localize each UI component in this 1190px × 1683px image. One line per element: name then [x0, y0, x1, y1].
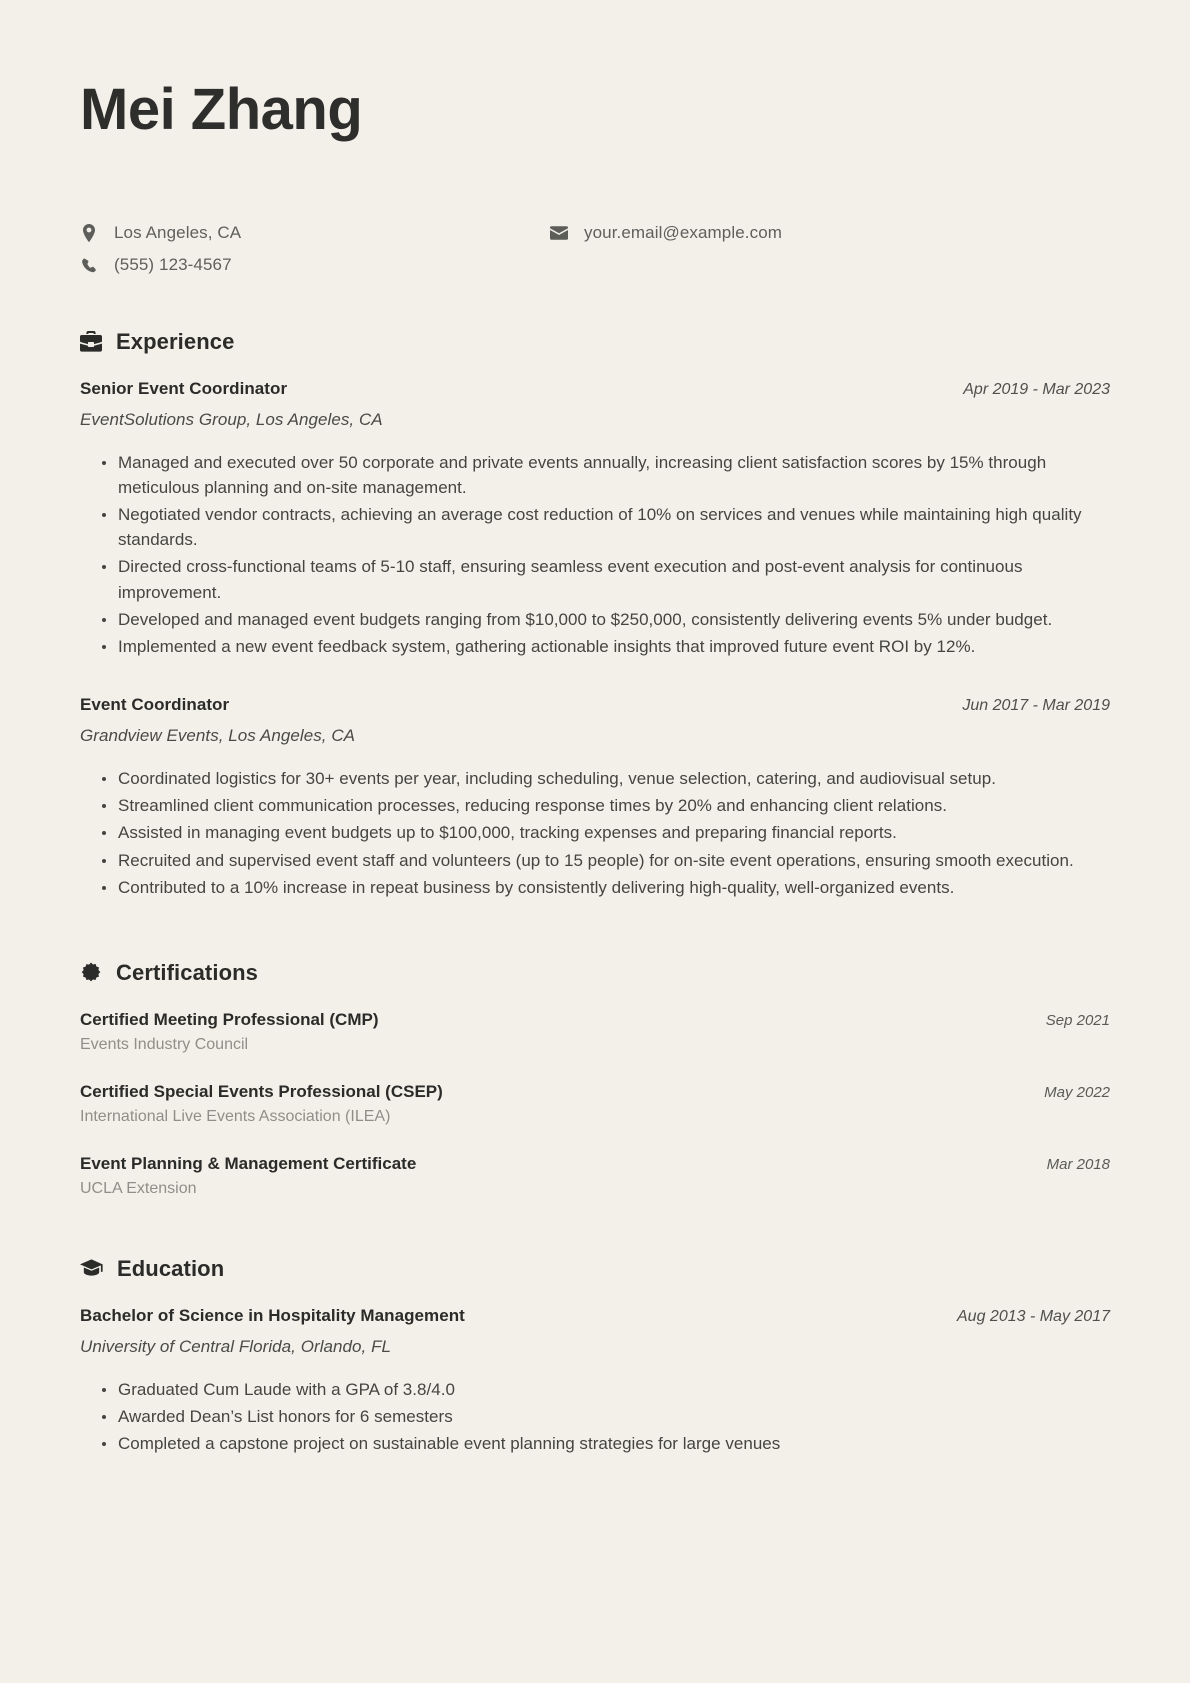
certification-entry	[80, 1010, 1110, 1054]
list-item: Managed and executed over 50 corporate and private events annually, increasing client satisfaction scores by 15% through meticulous planning and on-site management.	[102, 450, 1110, 500]
section-title-education: Education	[117, 1255, 225, 1281]
list-item: Directed cross-functional teams of 5-10 staff, ensuring seamless event execution and post-event analysis for continuous improvement.	[102, 554, 1110, 604]
experience-entry	[80, 379, 1110, 659]
list-item: Graduated Cum Laude with a GPA of 3.8/4.0	[102, 1377, 1110, 1402]
section-header-certifications	[80, 960, 1110, 986]
education-bullet-list	[80, 1377, 1110, 1456]
section-title-experience: Experience	[116, 328, 235, 354]
job-company: EventSolutions Group, Los Angeles, CA	[80, 409, 383, 429]
entry-header	[80, 1306, 1110, 1326]
briefcase-icon	[80, 331, 102, 352]
certification-date: Sep 2021	[1045, 1011, 1110, 1029]
education-entry	[80, 1306, 1110, 1456]
section-certifications	[80, 960, 1110, 1198]
list-item: Completed a capstone project on sustainable event planning strategies for large venues	[102, 1431, 1110, 1456]
school-name: University of Central Florida, Orlando, FL	[80, 1336, 392, 1356]
certification-name: Event Planning & Management Certificate	[80, 1153, 417, 1173]
list-item: Recruited and supervised event staff and volunteers (up to 15 people) for on-site event operations, ensuring smooth execution.	[102, 848, 1110, 873]
certification-name: Certified Meeting Professional (CMP)	[80, 1009, 379, 1029]
contact-column-left	[80, 220, 550, 279]
degree-title: Bachelor of Science in Hospitality Management	[80, 1305, 465, 1325]
list-item: Streamlined client communication processes, reducing response times by 20% and enhancing client relations.	[102, 793, 1110, 818]
section-header-experience	[80, 329, 1110, 355]
entry-header	[80, 379, 1110, 399]
list-item: Developed and managed event budgets ranging from $10,000 to $250,000, consistently delivering events 5% under budget.	[102, 607, 1110, 632]
certification-date: Mar 2018	[1046, 1155, 1110, 1173]
certification-issuer: Events Industry Council	[80, 1035, 249, 1053]
location-pin-icon	[80, 224, 98, 242]
section-header-education	[80, 1256, 1110, 1282]
award-seal-icon	[80, 962, 102, 984]
contact-item-phone	[80, 252, 550, 279]
entry-header	[80, 1154, 1110, 1174]
entry-header	[80, 1082, 1110, 1102]
page-title: Mei Zhang	[80, 77, 363, 142]
contact-location-text: Los Angeles, CA	[114, 223, 242, 243]
job-dates: Jun 2017 - Mar 2019	[962, 697, 1110, 715]
section-title-certifications: Certifications	[116, 959, 258, 985]
entry-header	[80, 695, 1110, 715]
list-item: Awarded Dean’s List honors for 6 semesters	[102, 1404, 1110, 1429]
contact-block	[80, 220, 1110, 279]
list-item: Coordinated logistics for 30+ events per year, including scheduling, venue selection, catering, and audiovisual setup.	[102, 766, 1110, 791]
experience-entry	[80, 695, 1110, 900]
job-title: Senior Event Coordinator	[80, 378, 288, 398]
list-item: Contributed to a 10% increase in repeat business by consistently delivering high-quality, well-organized events.	[102, 875, 1110, 900]
certification-issuer: International Live Events Association (ILEA)	[80, 1107, 391, 1125]
list-item: Negotiated vendor contracts, achieving an average cost reduction of 10% on services and venues while maintaining high quality standards.	[102, 502, 1110, 552]
job-bullet-list	[80, 450, 1110, 659]
envelope-icon	[550, 226, 568, 240]
certification-name: Certified Special Events Professional (CSEP)	[80, 1081, 443, 1101]
section-experience	[80, 329, 1110, 900]
contact-item-location	[80, 220, 550, 247]
graduation-cap-icon	[80, 1259, 103, 1278]
section-education	[80, 1256, 1110, 1456]
list-item: Assisted in managing event budgets up to $100,000, tracking expenses and preparing financial reports.	[102, 820, 1110, 845]
contact-email-text: your.email@example.com	[584, 223, 783, 243]
job-title: Event Coordinator	[80, 695, 230, 715]
job-bullet-list	[80, 766, 1110, 900]
contact-item-email	[550, 220, 782, 247]
job-company: Grandview Events, Los Angeles, CA	[80, 726, 356, 746]
contact-phone-text: (555) 123-4567	[114, 255, 232, 275]
phone-icon	[80, 258, 98, 273]
certification-date: May 2022	[1044, 1083, 1110, 1101]
entry-header	[80, 1010, 1110, 1030]
certification-entry	[80, 1082, 1110, 1126]
job-dates: Apr 2019 - Mar 2023	[963, 380, 1110, 398]
degree-dates: Aug 2013 - May 2017	[957, 1307, 1110, 1325]
certification-entry	[80, 1154, 1110, 1198]
certification-issuer: UCLA Extension	[80, 1179, 197, 1197]
list-item: Implemented a new event feedback system, gathering actionable insights that improved future event ROI by 12%.	[102, 634, 1110, 659]
contact-column-right	[550, 220, 782, 247]
